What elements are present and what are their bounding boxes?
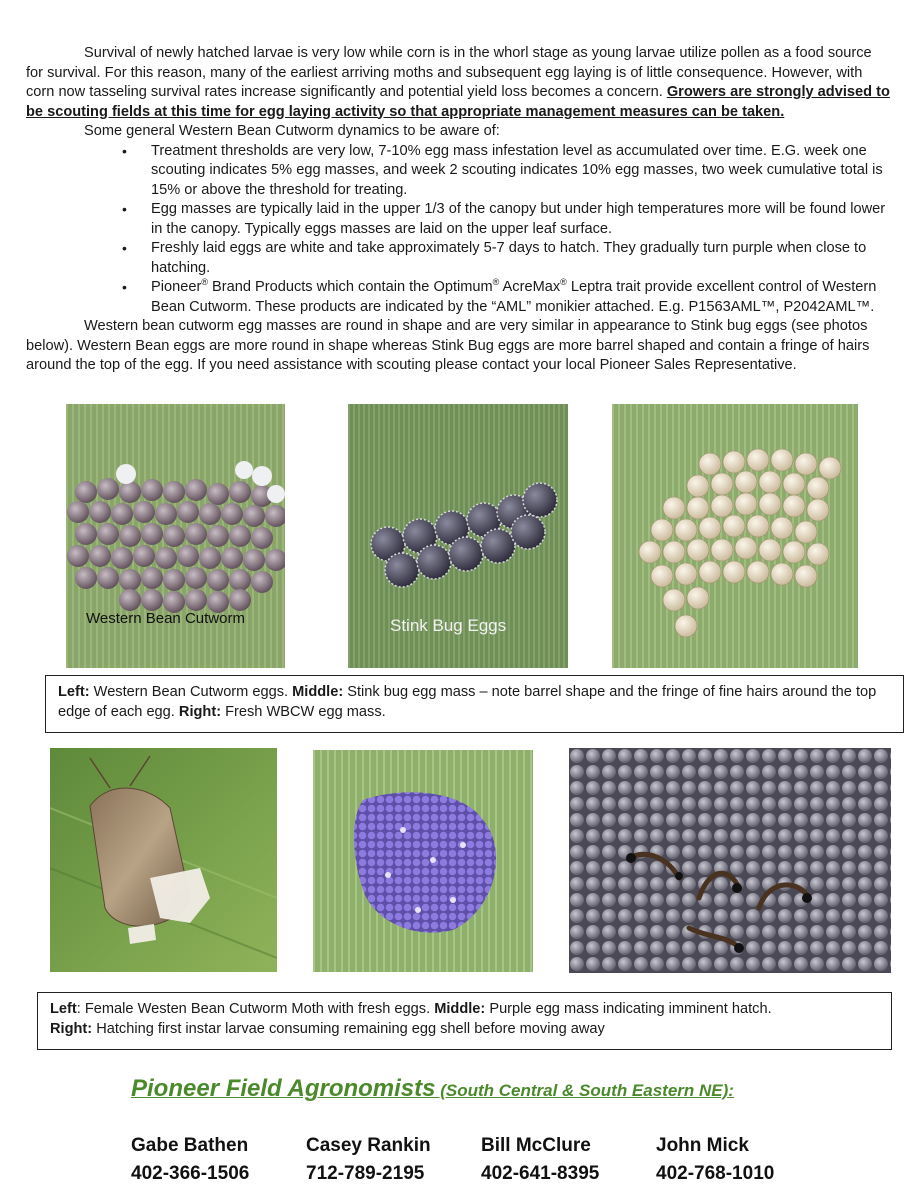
caption-row2: Left: Female Westen Bean Cutworm Moth with fresh eggs. Middle: Purple egg mass indicating imminent hatch. Right: Hatching first instar larvae consuming remaining egg shell before moving away — [37, 992, 892, 1050]
photo-stink-bug-eggs — [348, 404, 568, 668]
comparison-paragraph: Western bean cutworm egg masses are round in shape and are very similar in appearance to Stink bug eggs (see photos below). Western Bean eggs are more round in shape whereas Stink Bug eggs are more barrel shaped and contain a fringe of hairs around the top of the egg. If you need assistance with scouting please contact your local Pioneer Sales Representative. — [26, 318, 870, 373]
caption-row1: Left: Western Bean Cutworm eggs. Middle: Stink bug egg mass – note barrel shape and the fringe of fine hairs around the top edge of each egg. Right: Fresh WBCW egg mass. — [45, 675, 904, 733]
photo-label-stink-bug: Stink Bug Eggs — [390, 616, 507, 635]
contact-card — [131, 1132, 249, 1188]
contact-name: Gabe Bathen — [131, 1135, 249, 1156]
contact-phone: 712-789-2195 — [306, 1163, 425, 1184]
scouting-advice: Growers are strongly advised to be scouting fields at this time for egg laying activity so that appropriate management measures can be taken. — [26, 84, 890, 120]
photo-label-wbc: Western Bean Cutworm — [86, 610, 245, 627]
contact-name: Casey Rankin — [306, 1135, 431, 1156]
list-item: • Pioneer® Brand Products which contain the Optimum® AcreMax® Leptra trait provide excellent control of Western Bean Cutworm. These products are indicated by the “AML” monikier attached. E.g. P1563AML™, P2042AML™. — [151, 278, 890, 317]
intro-paragraph: Survival of newly hatched larvae is very low while corn is in the whorl stage as young larvae utilize pollen as a food source for survival. For this reason, many of the earliest arriving moths and subsequent egg laying is of little consequence. However, with corn now tasseling survival rates increase significantly and potential yield loss becomes a concern. Growers are strongly advised to be scouting fields at this time for egg laying activity so that appropriate management measures can be taken. — [26, 45, 890, 120]
list-item: • Treatment thresholds are very low, 7-10% egg mass infestation level as accumulated over time. E.G. week one scouting indicates 5% egg masses, and week 2 scouting indicates 10% egg masses, two week cumulative total is 15% or above the threshold for treating. — [151, 142, 890, 201]
agronomists-heading: Pioneer Field Agronomists (South Central & South Eastern NE): — [131, 1075, 734, 1102]
photo-female-moth — [50, 748, 277, 972]
contact-card — [656, 1132, 774, 1188]
contact-phone: 402-366-1506 — [131, 1163, 250, 1184]
contact-name: John Mick — [656, 1135, 749, 1156]
contact-phone: 402-641-8395 — [481, 1163, 600, 1184]
contact-phone: 402-768-1010 — [656, 1163, 775, 1184]
photo-fresh-wbcw-eggs — [612, 404, 858, 668]
article-body — [26, 44, 890, 376]
dynamics-list — [26, 142, 890, 318]
contact-card — [306, 1132, 431, 1188]
contact-name: Bill McClure — [481, 1135, 591, 1156]
photo-hatching-larvae — [569, 748, 891, 973]
photo-purple-egg-mass — [313, 750, 533, 972]
list-item: • Freshly laid eggs are white and take approximately 5-7 days to hatch. They gradually turn purple when close to hatching. — [151, 239, 890, 278]
list-item: • Egg masses are typically laid in the upper 1/3 of the canopy but under high temperatures more will be found lower in the canopy. Typically eggs masses are laid on the upper leaf surface. — [151, 200, 890, 239]
contact-card — [481, 1132, 599, 1188]
dynamics-intro: Some general Western Bean Cutworm dynamics to be aware of: — [84, 123, 500, 139]
photo-wbc-eggs — [66, 404, 285, 668]
